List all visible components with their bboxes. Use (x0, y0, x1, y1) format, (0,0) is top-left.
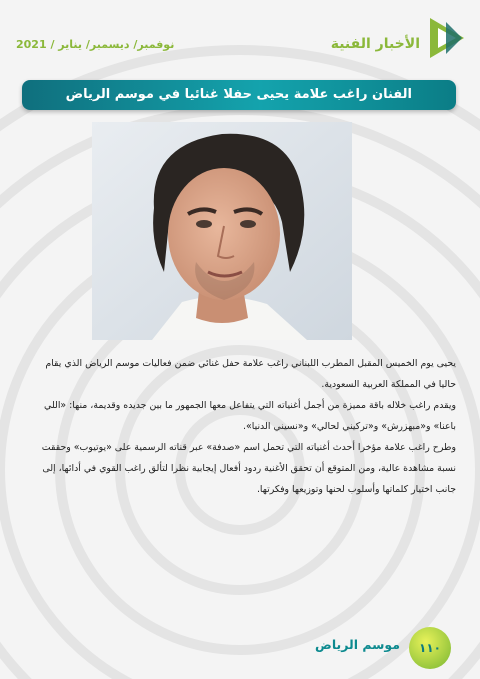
article-paragraph: وطرح راغب علامة مؤخرا أحدث أغنياته التي تحمل اسم «صدفة» عبر قناته الرسمية على «يوتيوب» وحققت نسبة مشاهدة عالية، ومن المتوقع أن تحقق الأغنية ردود أفعال إيجابية نظرا لتألق راغب القوي في أدائها، إلى جانب اختيار كلماتها وأسلوب لحنها وتوزيعها وفكرتها. (41, 442, 456, 495)
artist-photo (92, 122, 352, 340)
article-title: الفنان راغب علامة يحيى حفلا غنائيا في موسم الرياض (65, 87, 412, 102)
magazine-logo (330, 16, 466, 60)
article-body (28, 353, 456, 500)
footer-section-label: موسم الرياض (315, 637, 400, 652)
logo-text: الأخبار الفنية (330, 36, 420, 52)
article-title-bar (22, 80, 456, 110)
page-header (0, 0, 480, 70)
page-number: ١١٠ (419, 641, 441, 655)
article-paragraph: ويقدم راغب خلاله باقة مميزة من أجمل أغنياته التي يتفاعل معها الجمهور ما بين جديده وقديمة، منها: «اللي باعنا» و«مبهزرش» و«تركيني لحالي» و«نسيني الدنيا». (44, 400, 456, 432)
portrait-image (92, 122, 352, 340)
issue-date: نوفمبر/ ديسمبر/ يناير / 2021 (16, 38, 175, 51)
article-paragraph: يحيى يوم الخميس المقبل المطرب اللبناني راغب علامة حفل غنائي ضمن فعاليات موسم الرياض الذي يقام حاليا في المملكة العربية السعودية. (45, 358, 456, 390)
